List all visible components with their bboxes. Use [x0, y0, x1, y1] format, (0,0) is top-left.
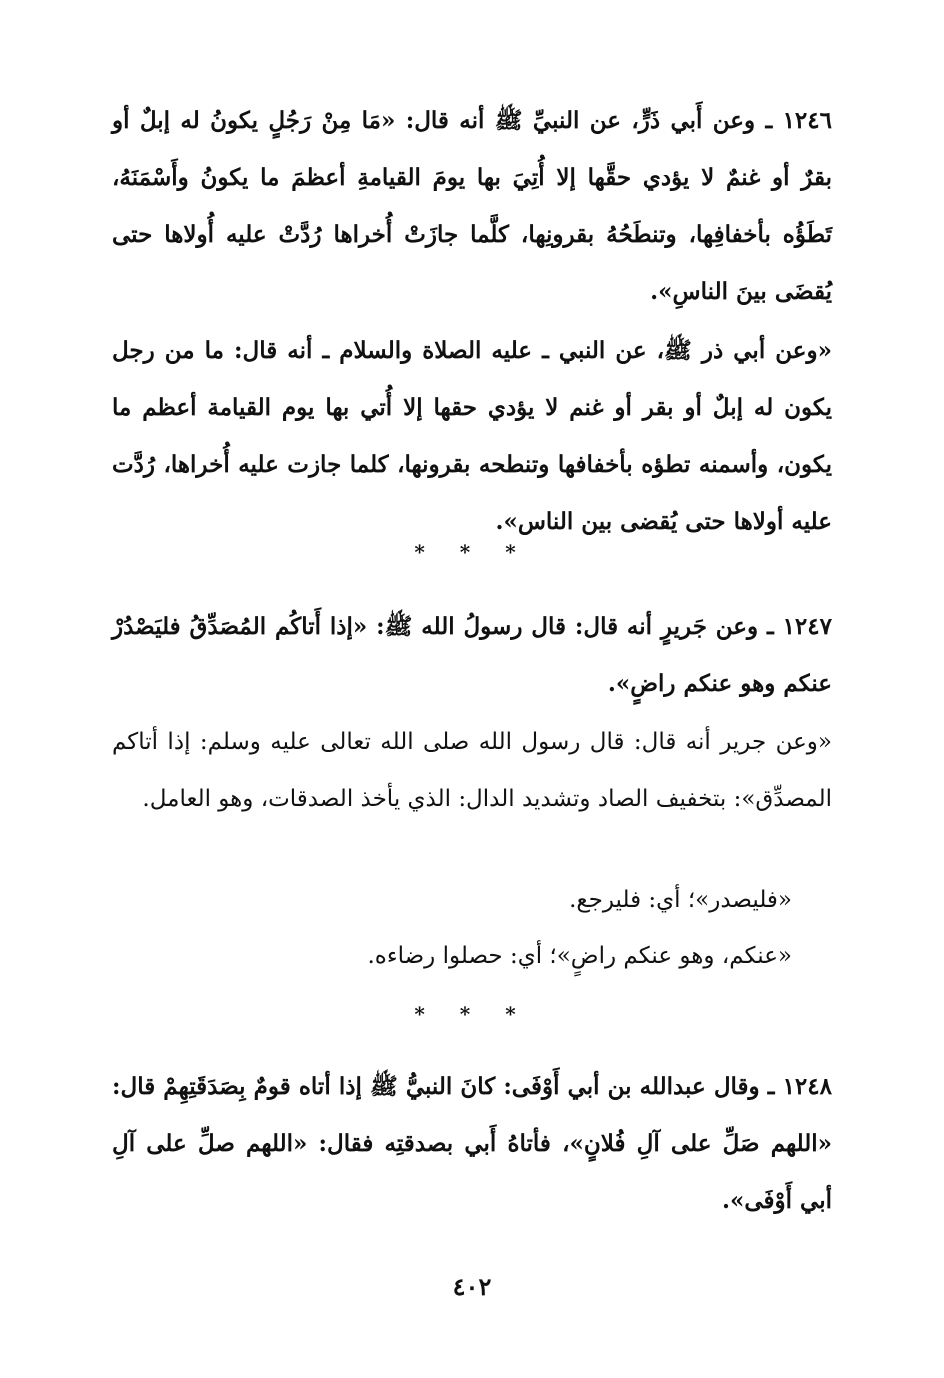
- section-separator: * * *: [414, 540, 530, 564]
- hadith-1247-commentary: «وعن جرير أنه قال: قال رسول الله صلى الله تعالى عليه وسلم: إذا أتاكم المصدِّق»: بتخفيف الصاد وتشديد الدال: الذي يأخذ الصدقات، وهو العامل.: [112, 729, 832, 812]
- page-number: ٤٠٢: [452, 1272, 492, 1301]
- hadith-1247-note-1: «فليصدر»؛ أي: فليرجع.: [569, 887, 792, 913]
- hadith-1248-text: ١٢٤٨ ـ وقال عبدالله بن أبي أَوْفَى: كانَ النبيُّ ﷺ إذا أتاه قومٌ بِصَدَقَتِهِمْ قال: «اللهم صَلِّ على آلِ فُلانٍ»، فأتاهُ أَبي بصدقتِه فقال: «اللهم صلِّ على آلِ أبي أَوْفَى».: [112, 1073, 832, 1214]
- hadith-1247-text: ١٢٤٧ ـ وعن جَريرٍ أنه قال: قال رسولُ الله ﷺ: «إذا أَتاكُم المُصَدِّقُ فليَصْدُرْ عنكم وهو عنكم راضٍ».: [112, 613, 832, 697]
- hadith-1246-text: ١٢٤٦ ـ وعن أَبي ذَرٍّ، عن النبيِّ ﷺ أنه قال: «مَا مِنْ رَجُلٍ يكونُ له إبلٌ أو بقرٌ أو غنمٌ لا يؤدي حقَّها إلا أُتِيَ بها يومَ القيامةِ أعظمَ ما يكونُ وأَسْمَنَهُ، تَطَؤُه بأخفافِها، وتنطَحُهُ بقرونِها، كلَّما جازَتْ أُخراها رُدَّتْ عليه أُولاها حتى يُقضَى بينَ الناسِ».: [112, 107, 832, 305]
- hadith-1246-commentary: «وعن أبي ذر ﷺ، عن النبي ـ عليه الصلاة والسلام ـ أنه قال: ما من رجل يكون له إبلٌ أو بقر أو غنم لا يؤدي حقها إلا أُتي بها يوم القيامة أعظم ما يكون، وأسمنه تطؤه بأخفافها وتنطحه بقرونها، كلما جازت عليه أُخراها، رُدَّت عليه أولاها حتى يُقضى بين الناس».: [112, 337, 832, 535]
- section-separator: * * *: [414, 1002, 530, 1026]
- hadith-1247-note-2: «عنكم، وهو عنكم راضٍ»؛ أي: حصلوا رضاءه.: [367, 943, 792, 969]
